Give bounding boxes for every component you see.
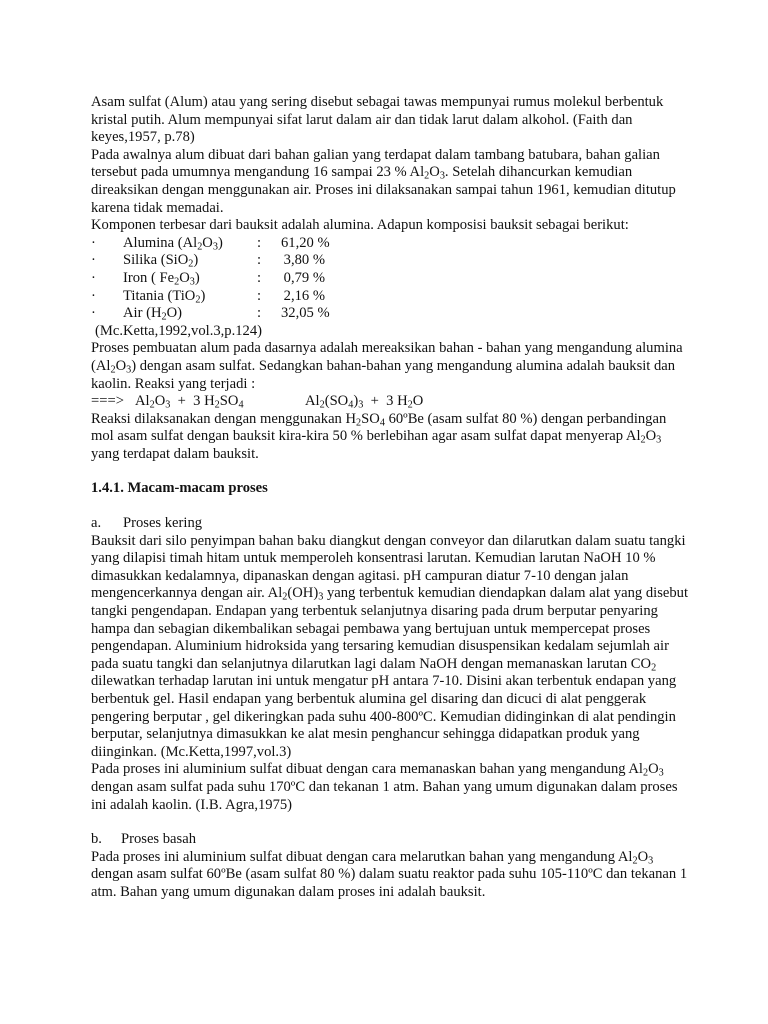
bullet-icon: · — [91, 252, 96, 269]
composition-colon: : — [257, 269, 262, 286]
composition-name: Titania (TiO$_2$) — [123, 287, 206, 306]
products: $Al_2(SO_4)_3 + 3$ $H_2O$ — [305, 393, 424, 411]
bullet-icon: · — [91, 305, 96, 322]
proses-kering-paragraph: Bauksit dari silo penyimpan bahan baku diangkut dengan conveyor dan dilarutkan dalam suatu tangki yang dilapisi timah hitam untuk memperoleh konsentrasi larutan. Kemudian larutan NaOH 10 % dimasukkan kedalamnya, dipanaskan dengan agitasi. pH campuran diatur 7-10 dengan jalan mengencerkannya dengan air. $Al_2(OH)_3$ yang terbentuk kemudian diendapkan dalam alat yang disebut tangki pengendapan. Endapan yang terbentuk selanjutnya disaring pada drum berputar penyaring hampa dan sebagian dikembalikan sebagai pembawa yang bertujuan untuk mempercepat proses pengendapan. Aluminium hidroksida yang tersaring kemudian disuspensikan kedalam sejumlah air pada suatu tangki dan selanjutnya dilarutkan lagi dalam NaOH dengan memanaskan larutan $CO_2$ dilewatkan terhadap larutan ini untuk mengatur pH antara 7-10. Disini akan terbentuk endapan yang berbentuk gel. Hasil endapan yang berbentuk alumina gel disaring dan dicuci di alat penggerak pengering berputar , gel dikeringkan pada suhu 400-800ºC. Kemudian didinginkan di alat pendingin berputar, selanjutnya dimasukkan ke alat mesin penghancur sehingga didapatkan produk yang diinginkan. (Mc.Ketta,1997,vol.3) — [91, 532, 689, 760]
composition-item — [91, 235, 691, 253]
document-body — [91, 94, 691, 902]
history-paragraph: Pada awalnya alum dibuat dari bahan galian yang terdapat dalam tambang batubara, bahan galian tersebut pada umumnya mengandung 16 sampai 23 % $Al_2O_3$. Setelah dihancurkan kemudian direaksikan dengan menggunakan air. Proses ini dilaksanakan sampai tahun 1961, kemudian ditutup karena tidak memadai. — [91, 146, 676, 216]
intro-paragraph: Asam sulfat (Alum) atau yang sering disebut sebagai tawas mempunyai rumus molekul berbentuk kristal putih. Alum mempunyai sifat larut dalam air dan tidak larut dalam alkohol. (Faith dan keyes,1957, p.78) — [91, 94, 664, 146]
subsection-title-kering: a. Proses kering — [91, 515, 203, 532]
composition-colon: : — [257, 305, 262, 322]
composition-item — [91, 252, 691, 270]
composition-colon: : — [257, 252, 262, 269]
composition-value: 32,05 % — [281, 305, 330, 322]
proses-kering-paragraph-2: Pada proses ini aluminium sulfat dibuat dengan cara memanaskan bahan yang mengandung $Al_2O_3$ dengan asam sulfat pada suhu 170ºC dan tekanan 1 atm. Bahan yang umum digunakan dalam proses ini adalah kaolin. (I.B. Agra,1975) — [91, 761, 678, 813]
composition-item — [91, 270, 691, 288]
bullet-icon: · — [91, 234, 96, 251]
composition-reference: (Mc.Ketta,1992,vol.3,p.124) — [95, 322, 262, 339]
section-heading: 1.4.1. Macam-macam proses — [91, 480, 268, 497]
composition-list — [91, 235, 691, 323]
reaction-conditions-paragraph: Reaksi dilaksanakan dengan menggunakan $H_2SO_4$ 60ºBe (asam sulfat 80 %) dengan perbandingan mol asam sulfat dengan bauksit kira-kira 50 % berlebihan agar asam sulfat dapat menyerap $Al_2O_3$ yang terdapat dalam bauksit. — [91, 410, 667, 462]
composition-item — [91, 305, 691, 323]
subsection-title-basah: b. Proses basah — [91, 831, 196, 848]
composition-name: Silika (SiO$_2$) — [123, 252, 199, 270]
bullet-icon: · — [91, 269, 96, 286]
composition-name: Alumina $(Al_2O_3)$ — [123, 234, 223, 253]
reactants: $Al_2O_3 + 3$ $H_2SO_4$ — [135, 393, 244, 411]
composition-name: Iron ( $Fe_2O_3$) — [123, 269, 200, 288]
bullet-icon: · — [91, 287, 96, 304]
composition-colon: : — [257, 287, 262, 304]
composition-intro: Komponen terbesar dari bauksit adalah alumina. Adapun komposisi bauksit sebagai berikut: — [91, 217, 629, 234]
composition-value: 0,79 % — [283, 269, 325, 286]
composition-item — [91, 288, 691, 306]
reaction-paragraph: Proses pembuatan alum pada dasarnya adalah mereaksikan bahan - bahan yang mengandung alumina $(Al_2O_3)$ dengan asam sulfat. Sedangkan bahan-bahan yang mengandung alumina adalah bauksit dan kaolin. Reaksi yang terjadi : — [91, 340, 683, 392]
composition-colon: : — [257, 234, 262, 251]
composition-value: 3,80 % — [283, 252, 325, 269]
composition-value: 2,16 % — [283, 287, 325, 304]
composition-value: 61,20 % — [281, 234, 330, 251]
proses-basah-paragraph: Pada proses ini aluminium sulfat dibuat dengan cara melarutkan bahan yang mengandung $Al_2O_3$ dengan asam sulfat 60ºBe (asam sulfat 80 %) dalam suatu reaktor pada suhu 105-110ºC dan tekanan 1 atm. Bahan yang umum digunakan dalam proses ini adalah bauksit. — [91, 848, 688, 900]
reaction-equation — [91, 393, 691, 411]
composition-name: Air $(H_2O)$ — [123, 305, 183, 323]
reaction-arrow: ===> — [91, 393, 124, 410]
